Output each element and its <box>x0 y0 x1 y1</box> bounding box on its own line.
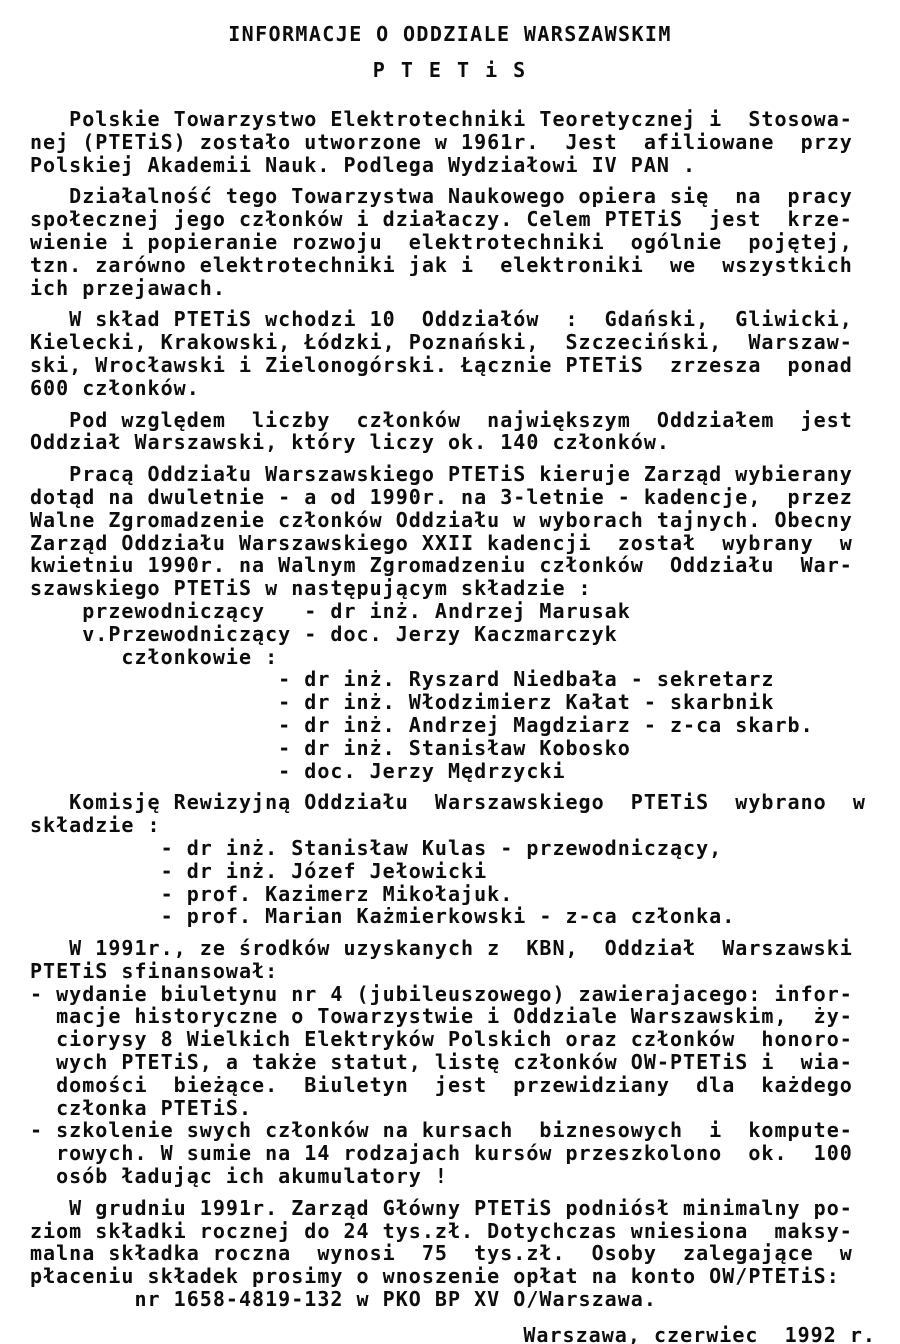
text-line: osób ładując ich akumulatory ! <box>30 1164 448 1189</box>
text-line: - dr inż. Stanisław Kobosko <box>30 735 631 760</box>
text-line: ciorysy 8 Wielkich Elektryków Polskich oraz członków honoro- <box>30 1027 853 1052</box>
text-line: Komisję Rewizyjną Oddziału Warszawskiego PTETiS wybrano w <box>30 790 866 815</box>
paragraph <box>30 308 890 399</box>
text-line: Działalność tego Towarzystwa Naukowego opiera się na pracy <box>30 184 853 209</box>
text-line: - dr inż. Ryszard Niedbała - sekretarz <box>30 667 775 692</box>
text-line: malna składka roczna wynosi 75 tys.zł. Osoby zalegające w <box>30 1241 853 1266</box>
paragraph <box>30 937 890 1188</box>
paragraph <box>30 185 890 299</box>
text-line: płaceniu składek prosimy o wnoszenie opłat na konto OW/PTETiS: <box>30 1264 840 1289</box>
text-line: szawskiego PTETiS w następującym składzie : <box>30 576 592 601</box>
document-title: INFORMACJE O ODDZIALE WARSZAWSKIM <box>228 22 672 46</box>
text-line: 600 członków. <box>30 375 200 400</box>
text-line: kwietniu 1990r. na Walnym Zgromadzeniu członków Oddziału War- <box>30 553 853 578</box>
paragraph <box>30 463 890 782</box>
paragraph <box>30 791 890 928</box>
text-line: nej (PTETiS) zostało utworzone w 1961r. Jest afiliowane przy <box>30 129 853 154</box>
text-line: społecznej jego członków i działaczy. Celem PTETiS jest krze- <box>30 207 853 232</box>
text-line: - wydanie biuletynu nr 4 (jubileuszowego) zawierajacego: infor- <box>30 981 853 1006</box>
text-line: - szkolenie swych członków na kursach biznesowych i kompute- <box>30 1118 853 1143</box>
text-line: członkowie : <box>30 644 279 669</box>
text-line: W grudniu 1991r. Zarząd Główny PTETiS podniósł minimalny po- <box>30 1195 853 1220</box>
text-line: Zarząd Oddziału Warszawskiego XXII kadencji został wybrany w <box>30 530 853 555</box>
text-line: - doc. Jerzy Mędrzycki <box>30 758 566 783</box>
paragraph <box>30 409 890 455</box>
text-line: nr 1658-4819-132 w PKO BP XV O/Warszawa. <box>30 1287 657 1312</box>
text-line: - prof. Kazimerz Mikołajuk. <box>30 881 514 906</box>
text-line: - dr inż. Stanisław Kulas - przewodniczący, <box>30 835 723 860</box>
text-line: członka PTETiS. <box>30 1095 253 1120</box>
text-line: ski, Wrocławski i Zielonogórski. Łącznie PTETiS zrzesza ponad <box>30 352 853 377</box>
document-subtitle: P T E T i S <box>372 58 528 82</box>
text-line: dotąd na dwuletnie - a od 1990r. na 3-letnie - kadencje, przez <box>30 484 853 509</box>
text-line: rowych. W sumie na 14 rodzajach kursów przeszkolono ok. 100 <box>30 1141 853 1166</box>
paragraph <box>30 1197 890 1311</box>
text-line: ich przejawach. <box>30 275 226 300</box>
text-line: domości bieżące. Biuletyn jest przewidziany dla każdego <box>30 1072 853 1097</box>
text-line: Walne Zgromadzenie członków Oddziału w wyborach tajnych. Obecny <box>30 507 853 532</box>
text-line: Pod względem liczby członków największym Oddziałem jest <box>30 407 853 432</box>
text-line: tzn. zarówno elektrotechniki jak i elektroniki we wszystkich <box>30 252 853 277</box>
text-line: - dr inż. Włodzimierz Kałat - skarbnik <box>30 690 775 715</box>
text-line: - dr inż. Andrzej Magdziarz - z-ca skarb. <box>30 712 814 737</box>
text-line: wych PTETiS, a także statut, listę członków OW-PTETiS i wia- <box>30 1050 853 1075</box>
text-line: - prof. Marian Każmierkowski - z-ca członka. <box>30 904 736 929</box>
text-line: wienie i popieranie rozwoju elektrotechniki ogólnie pojętej, <box>30 229 853 254</box>
text-line: Polskiej Akademii Nauk. Podlega Wydziałowi IV PAN . <box>30 152 697 177</box>
text-line: macje historyczne o Towarzystwie i Oddziale Warszawskim, ży- <box>30 1004 853 1029</box>
text-line: Pracą Oddziału Warszawskiego PTETiS kieruje Zarząd wybierany <box>30 462 853 487</box>
text-line: v.Przewodniczący - doc. Jerzy Kaczmarczyk <box>30 621 618 646</box>
document-body <box>0 82 900 1311</box>
text-line: Kielecki, Krakowski, Łódzki, Poznański, Szczeciński, Warszaw- <box>30 330 853 355</box>
date-line: Warszawa, czerwiec 1992 r. <box>523 1322 876 1344</box>
text-line: Polskie Towarzystwo Elektrotechniki Teoretycznej i Stosowa- <box>30 107 853 131</box>
text-line: ziom składki rocznej do 24 tys.zł. Dotychczas wniesiona maksy- <box>30 1218 853 1243</box>
text-line: - dr inż. Józef Jełowicki <box>30 858 488 883</box>
text-line: przewodniczący - dr inż. Andrzej Marusak <box>30 598 631 623</box>
text-line: składzie : <box>30 813 161 838</box>
text-line: W 1991r., ze środków uzyskanych z KBN, Oddział Warszawski <box>30 936 853 961</box>
text-line: W skład PTETiS wchodzi 10 Oddziałów : Gdański, Gliwicki, <box>30 307 853 332</box>
text-line: Oddział Warszawski, który liczy ok. 140 członków. <box>30 430 670 455</box>
paragraph <box>30 108 890 176</box>
text-line: PTETiS sfinansował: <box>30 958 279 983</box>
